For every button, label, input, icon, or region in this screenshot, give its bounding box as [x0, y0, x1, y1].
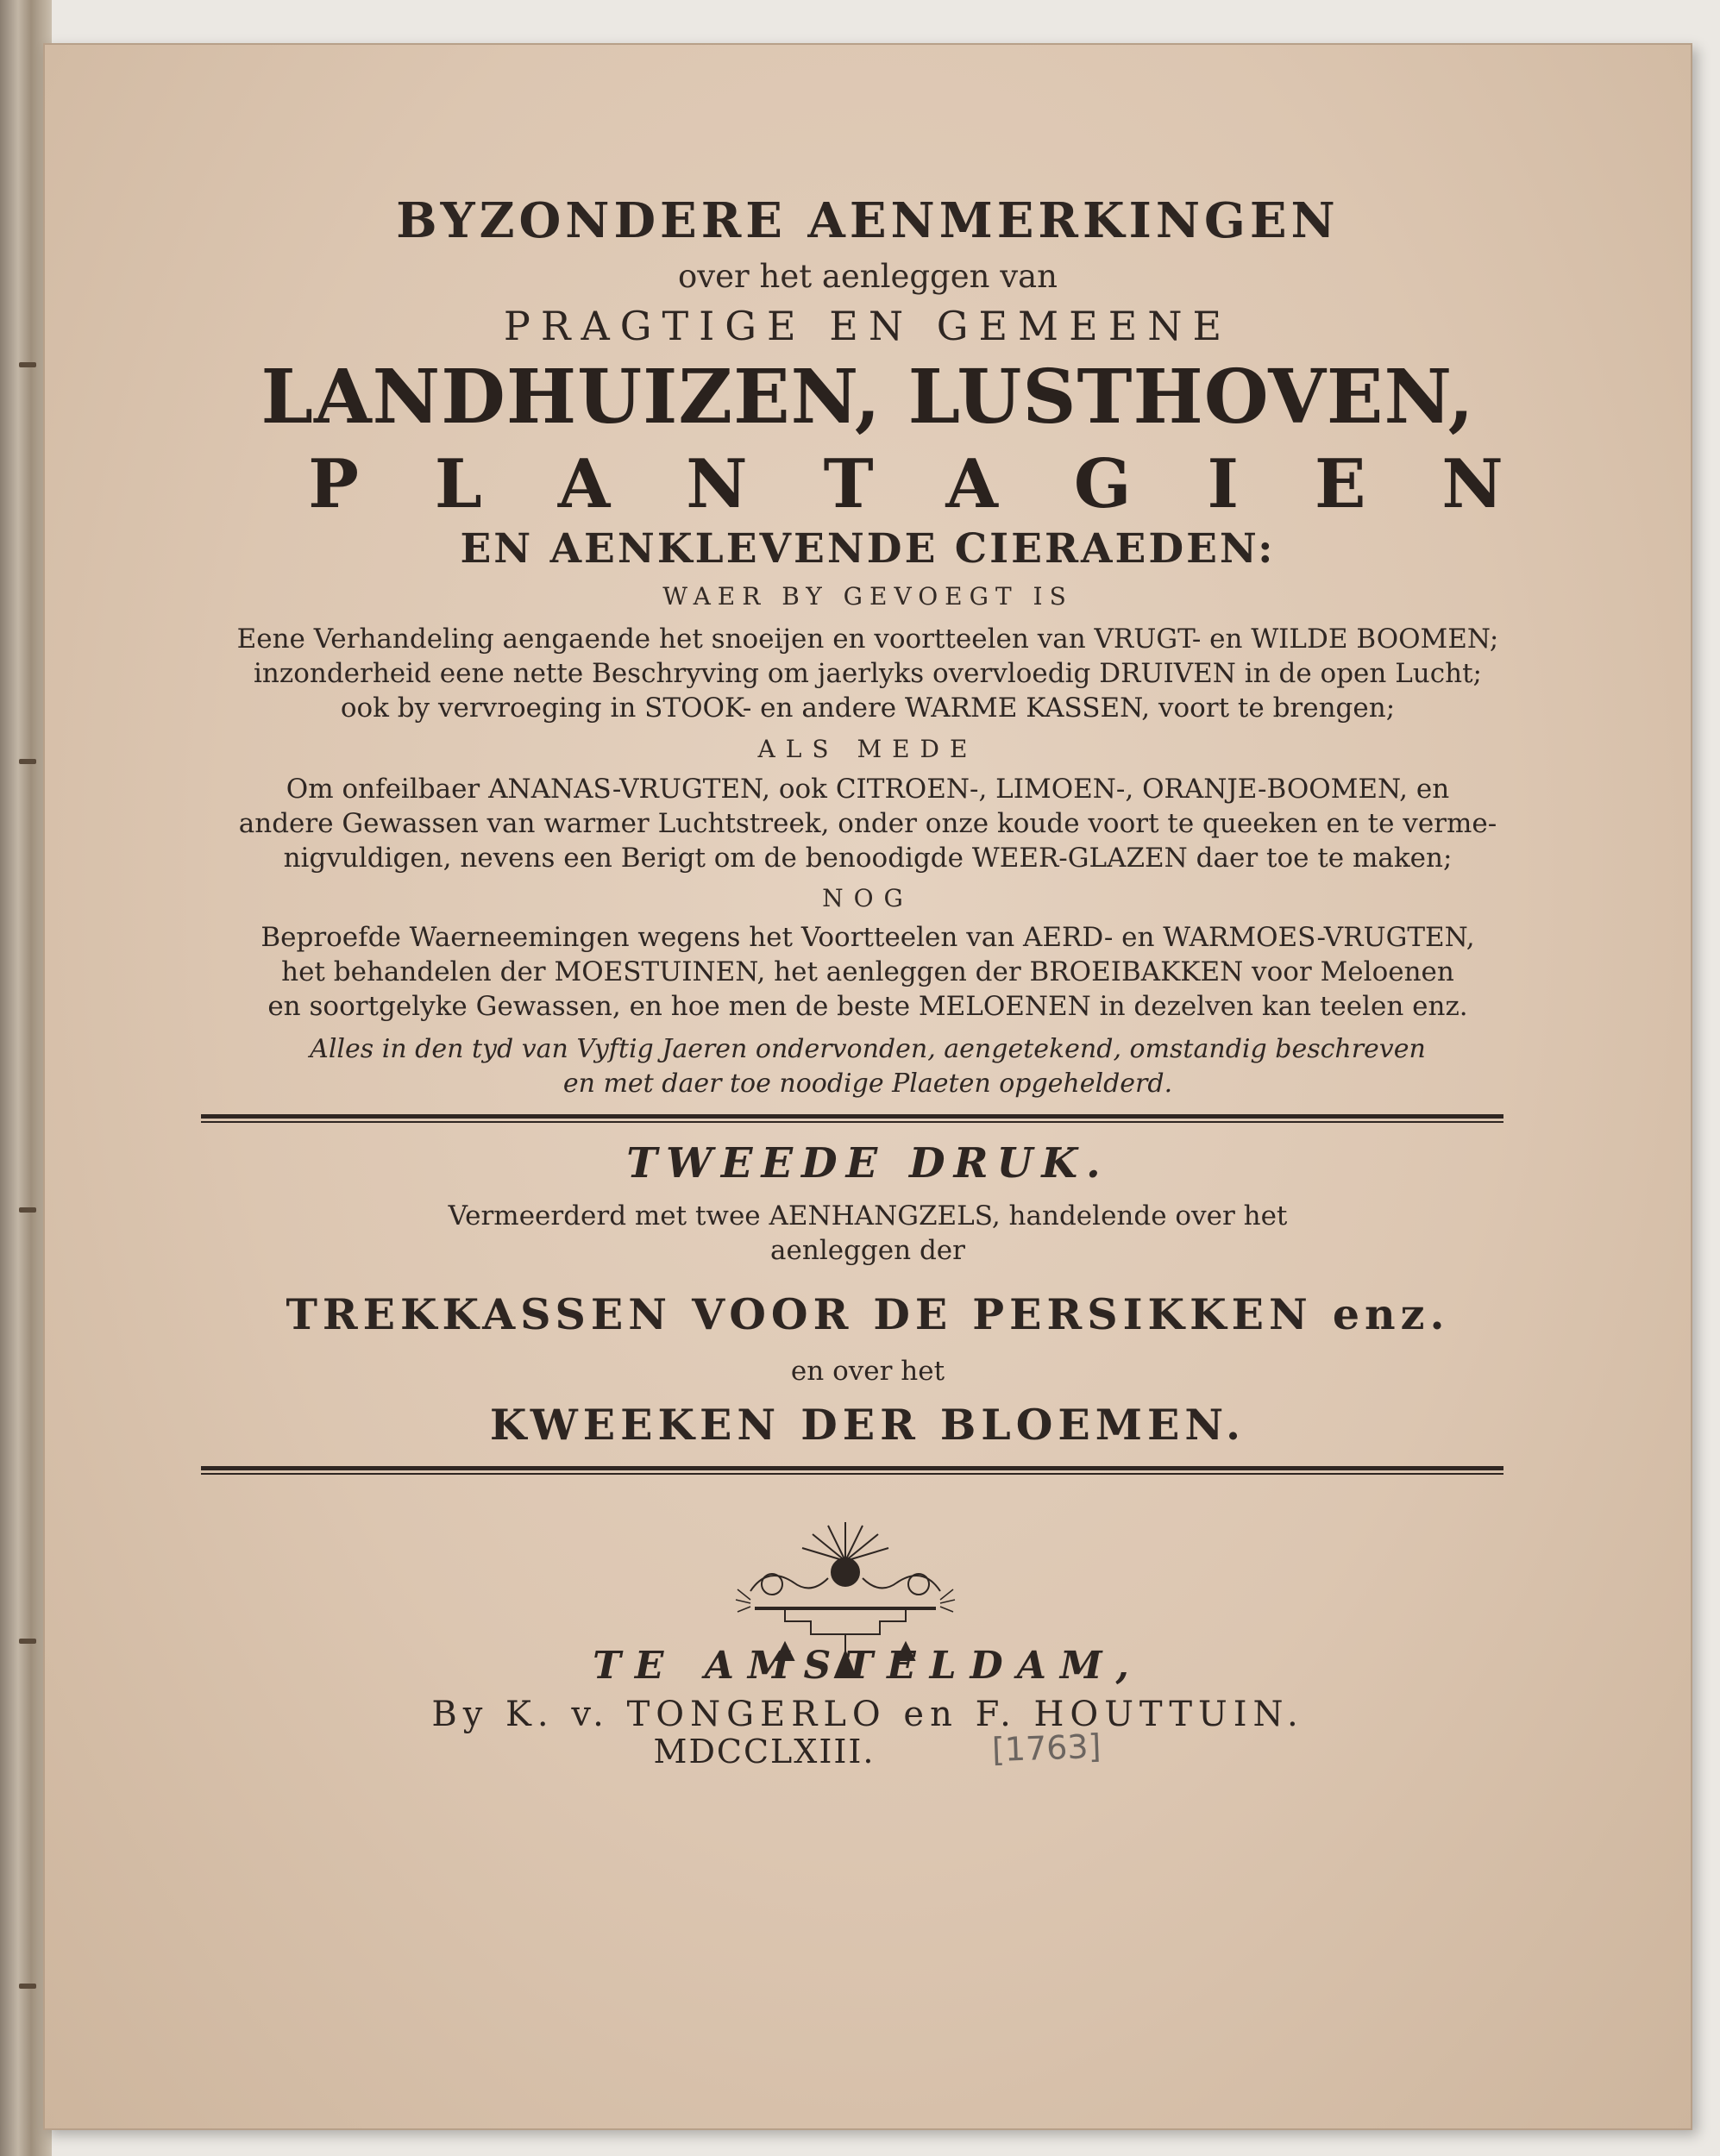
edition: TWEEDE DRUK. — [626, 1139, 1109, 1188]
rule-lower — [201, 1466, 1503, 1470]
para2-line: andere Gewassen van warmer Luchtstreek, onder onze koude voort te queeken en te verme- — [238, 808, 1497, 839]
rule-upper — [201, 1114, 1503, 1119]
title-line-1: BYZONDERE AENMERKINGEN — [396, 192, 1340, 249]
kweeken: KWEEKEN DER BLOEMEN. — [489, 1400, 1246, 1450]
title-line-7: WAER BY GEVOEGT IS — [662, 582, 1073, 611]
title-page — [43, 43, 1692, 2130]
title-line-3: PRAGTIGE EN GEMEENE — [503, 303, 1233, 349]
title-line-4: LANDHUIZEN, LUSTHOVEN, — [261, 354, 1475, 441]
para3-line: het behandelen der MOESTUINEN, het aenleggen der BROEIBAKKEN voor Meloenen — [281, 956, 1454, 987]
para1-line: Eene Verhandeling aengaende het snoeijen en voortteelen van VRUGT- en WILDE BOOMEN; — [236, 624, 1499, 655]
pencil-date-annotation: [1763] — [991, 1727, 1102, 1770]
title-line-6: EN AENKLEVENDE CIERAEDEN: — [460, 525, 1276, 573]
para1-line: ook by vervroeging in STOOK- en andere WARME KASSEN, voort te brengen; — [340, 693, 1396, 724]
para2-line: nigvuldigen, nevens een Berigt om de benoodigde WEER-GLAZEN daer toe te maken; — [283, 843, 1453, 874]
als-mede: ALS MEDE — [757, 735, 978, 763]
binding-stitch — [19, 1984, 36, 1989]
imprint-year: MDCCLXIII. — [653, 1733, 876, 1771]
para3-line: en soortgelyke Gewassen, en hoe men de beste MELOENEN in dezelven kan teelen enz. — [267, 991, 1468, 1022]
rule-lower-thin — [201, 1473, 1503, 1475]
para3-line: Beproefde Waerneemingen wegens het Voortteelen van AERD- en WARMOES-VRUGTEN, — [261, 922, 1475, 953]
para2-line: Om onfeilbaer ANANAS-VRUGTEN, ook CITROEN-, LIMOEN-, ORANJE-BOOMEN, en — [286, 774, 1450, 805]
imprint-place: TE AMSTELDAM, — [593, 1644, 1143, 1688]
binding-stitch — [19, 362, 36, 367]
title-line-2: over het aenleggen van — [677, 258, 1058, 295]
italic-line: en met daer toe noodige Plaeten opgehelderd. — [562, 1069, 1173, 1099]
italic-line: Alles in den tyd van Vyftig Jaeren ondervonden, aengetekend, omstandig beschreven — [310, 1034, 1426, 1064]
binding-stitch — [19, 1639, 36, 1644]
trekkassen: TREKKASSEN VOOR DE PERSIKKEN enz. — [286, 1289, 1450, 1339]
para1-line: inzonderheid eene nette Beschryving om jaerlyks overvloedig DRUIVEN in de open Lucht; — [253, 658, 1483, 689]
binding-stitch — [19, 759, 36, 764]
rule-upper-thin — [201, 1121, 1503, 1123]
title-line-5: PLANTAGIEN — [308, 445, 1579, 523]
imprint-publisher: By K. v. TONGERLO en F. HOUTTUIN. — [431, 1695, 1304, 1734]
nog: NOG — [822, 884, 913, 912]
binding-stitch — [19, 1207, 36, 1213]
en-over-het: en over het — [790, 1356, 945, 1387]
edition-note-line: Vermeerderd met twee AENHANGZELS, handelende over het — [448, 1200, 1288, 1232]
edition-note-line: aenleggen der — [770, 1235, 965, 1266]
